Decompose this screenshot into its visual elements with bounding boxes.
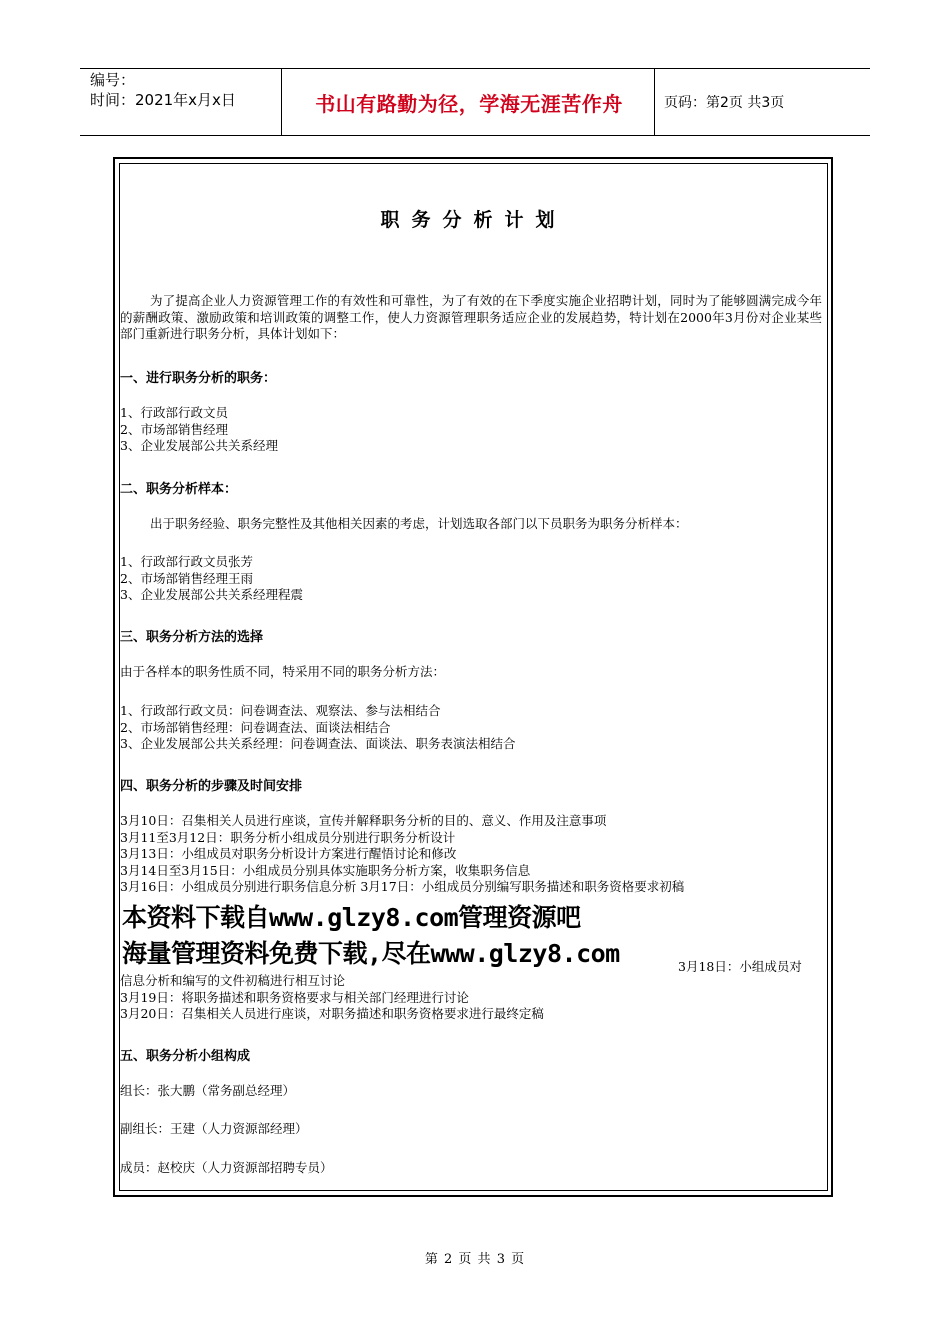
schedule-item-continued: 3月18日：小组成员对 xyxy=(678,959,802,974)
section1-item: 2、市场部销售经理 xyxy=(120,421,228,437)
header-bottom-rule xyxy=(80,135,870,136)
schedule-item: 3月16日：小组成员分别进行职务信息分析 3月17日：小组成员分别编写职务描述和职务资格要求初稿 xyxy=(120,879,685,894)
schedule-item: 3月13日：小组成员对职务分析设计方案进行醒悟讨论和修改 xyxy=(120,846,457,861)
team-leader: 组长：张大鹏（常务副总经理） xyxy=(120,1083,296,1098)
page-footer: 第 2 页 共 3 页 xyxy=(424,1252,526,1267)
section3-intro: 由于各样本的职务性质不同，特采用不同的职务分析方法： xyxy=(120,664,446,679)
section2-item: 2、市场部销售经理王雨 xyxy=(120,570,253,586)
schedule-item-continuation: 信息分析和编写的文件初稿进行相互讨论 xyxy=(120,973,346,988)
header-time-label: 时间：2021年x月x日 xyxy=(90,91,236,109)
section5-heading: 五、职务分析小组构成 xyxy=(120,1049,251,1064)
document-title: 职务分析计划 xyxy=(380,209,567,231)
section3-heading: 三、职务分析方法的选择 xyxy=(120,630,264,645)
section3-item: 1、行政部行政文员：问卷调查法、观察法、参与法相结合 xyxy=(120,703,441,718)
schedule-item: 3月20日：召集相关人员进行座谈，对职务描述和职务资格要求进行最终定稿 xyxy=(120,1006,544,1021)
header-motto: 书山有路勤为径，学海无涯苦作舟 xyxy=(315,92,623,116)
header-page-info: 页码：第2页 共3页 xyxy=(664,95,785,111)
section2-heading: 二、职务分析样本： xyxy=(120,482,238,497)
header-divider-left xyxy=(281,68,282,135)
section2-item: 1、行政部行政文员张芳 xyxy=(120,554,253,569)
header-number-label: 编号： xyxy=(90,71,136,89)
watermark-line-1: 本资料下载自www.glzy8.com管理资源吧 xyxy=(122,903,581,932)
header-divider-right xyxy=(654,68,655,135)
schedule-item: 3月10日：召集相关人员进行座谈，宣传并解释职务分析的目的、意义、作用及注意事项 xyxy=(120,813,607,828)
section4-heading: 四、职务分析的步骤及时间安排 xyxy=(120,779,303,794)
section1-heading: 一、进行职务分析的职务： xyxy=(120,371,277,386)
section3-item: 3、企业发展部公共关系经理：问卷调查法、面谈法、职务表演法相结合 xyxy=(120,736,516,751)
section2-item: 3、企业发展部公共关系经理程震 xyxy=(120,587,303,602)
header-top-rule xyxy=(80,68,870,69)
schedule-item: 3月14日至3月15日：小组成员分别具体实施职务分析方案，收集职务信息 xyxy=(120,862,531,878)
schedule-item: 3月19日：将职务描述和职务资格要求与相关部门经理进行讨论 xyxy=(120,989,469,1005)
watermark-line-2: 海量管理资料免费下载,尽在www.glzy8.com xyxy=(122,939,620,968)
schedule-item: 3月11至3月12日：职务分析小组成员分别进行职务分析设计 xyxy=(120,829,456,845)
team-deputy: 副组长：王建（人力资源部经理） xyxy=(120,1121,308,1136)
section1-item: 3、企业发展部公共关系经理 xyxy=(120,438,278,453)
intro-paragraph: 为了提高企业人力资源管理工作的有效性和可靠性，为了有效的在下季度实施企业招聘计划，同时为了能够圆满完成今年的薪酬政策、激励政策和培训政策的调整工作，使人力资源管理职务适应企业的发展趋势，特计划在2000年3月份对企业某些部门重新进行职务分析，具体计划如下： xyxy=(120,293,822,341)
section1-item: 1、行政部行政文员 xyxy=(120,405,228,420)
section3-item: 2、市场部销售经理：问卷调查法、面谈法相结合 xyxy=(120,719,391,735)
header-meta xyxy=(90,70,236,110)
team-member: 成员：赵校庆（人力资源部招聘专员） xyxy=(120,1160,333,1175)
section2-intro: 出于职务经验、职务完整性及其他相关因素的考虑，计划选取各部门以下员职务为职务分析样本： xyxy=(150,516,688,531)
